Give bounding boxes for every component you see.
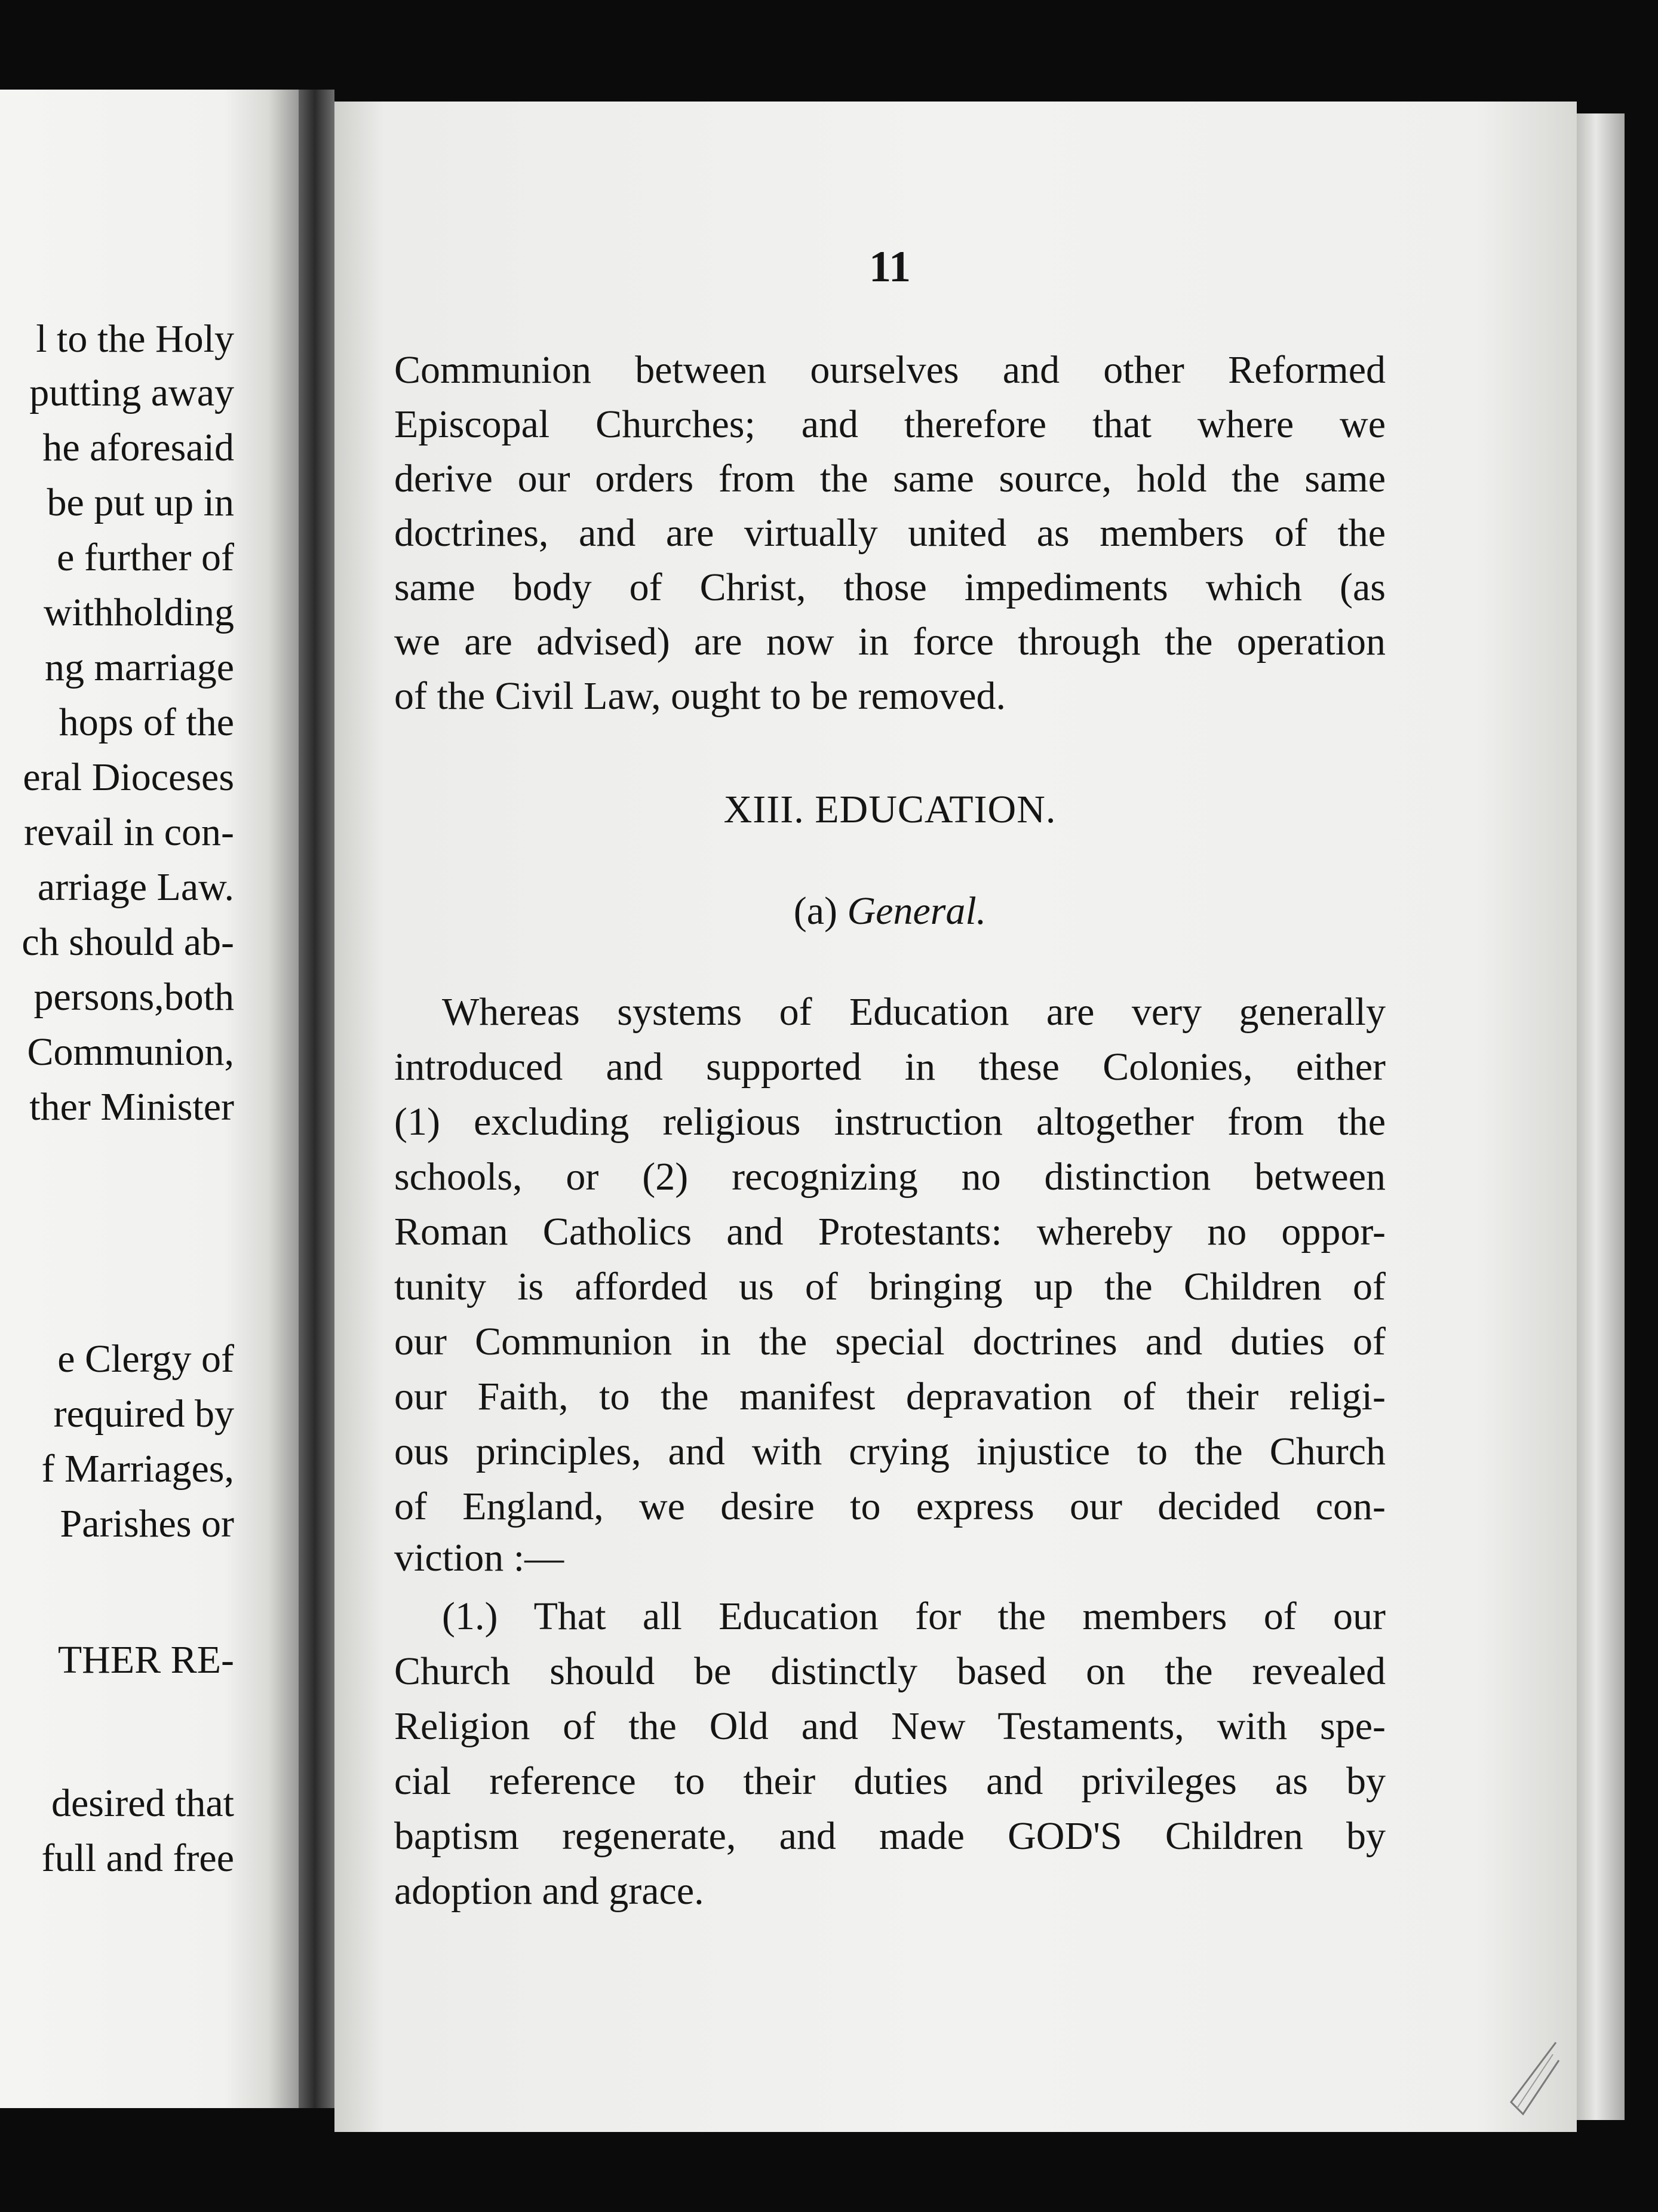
left-line: desired that bbox=[51, 1781, 234, 1825]
left-line: revail in con- bbox=[24, 810, 234, 854]
left-line: arriage Law. bbox=[37, 865, 234, 909]
text-line: we are advised) are now in force through the operation bbox=[394, 620, 1386, 663]
left-line: ther Minister bbox=[29, 1085, 234, 1129]
page-edge bbox=[1577, 113, 1625, 2120]
left-line: l to the Holy bbox=[36, 317, 234, 361]
left-line: putting away bbox=[29, 371, 234, 414]
left-line: he aforesaid bbox=[42, 426, 234, 469]
left-line: full and free bbox=[41, 1836, 234, 1880]
section-heading: XIII. EDUCATION. bbox=[723, 788, 1057, 831]
text-line: Communion between ourselves and other Reformed bbox=[394, 348, 1386, 392]
text-line: of the Civil Law, ought to be removed. bbox=[394, 674, 1006, 718]
text-line: Episcopal Churches; and therefore that where we bbox=[394, 403, 1386, 446]
text-line: Roman Catholics and Protestants: whereby no oppor- bbox=[394, 1210, 1386, 1254]
text-line: schools, or (2) recognizing no distinction between bbox=[394, 1155, 1386, 1199]
subsection-label: (a) bbox=[793, 889, 837, 933]
text-line: Church should be distinctly based on the revealed bbox=[394, 1649, 1386, 1693]
text-line: cial reference to their duties and privileges as by bbox=[394, 1759, 1386, 1803]
book-gutter bbox=[299, 90, 334, 2108]
text-line: adoption and grace. bbox=[394, 1869, 704, 1913]
text-line: (1) excluding religious instruction altogether from the bbox=[394, 1100, 1386, 1144]
left-line: persons,both bbox=[33, 975, 234, 1019]
left-line: e Clergy of bbox=[57, 1337, 234, 1381]
left-line: Communion, bbox=[27, 1030, 234, 1074]
left-line: hops of the bbox=[59, 701, 234, 744]
page-number: 11 bbox=[869, 242, 911, 291]
left-line: required by bbox=[53, 1392, 234, 1436]
text-line: viction :— bbox=[394, 1536, 564, 1580]
left-line: Parishes or bbox=[60, 1502, 234, 1546]
subsection-heading bbox=[394, 889, 1386, 934]
text-line: Whereas systems of Education are very generally bbox=[442, 990, 1386, 1034]
left-line: eral Dioceses bbox=[23, 755, 234, 799]
left-line: ch should ab- bbox=[22, 920, 234, 964]
left-page bbox=[0, 90, 299, 2108]
page-corner-mark bbox=[1499, 2036, 1565, 2120]
text-line: introduced and supported in these Colonies, either bbox=[394, 1045, 1386, 1089]
text-line: tunity is afforded us of bringing up the Children of bbox=[394, 1265, 1386, 1308]
left-line: be put up in bbox=[47, 481, 234, 524]
text-line: Religion of the Old and New Testaments, with spe- bbox=[394, 1704, 1386, 1748]
text-line: derive our orders from the same source, hold the same bbox=[394, 457, 1386, 500]
text-line: (1.) That all Education for the members of our bbox=[442, 1595, 1386, 1638]
subsection-title: General. bbox=[847, 889, 987, 933]
left-line: f Marriages, bbox=[41, 1447, 234, 1491]
text-line: baptism regenerate, and made GOD'S Children by bbox=[394, 1814, 1386, 1858]
left-line: e further of bbox=[57, 536, 234, 579]
text-line: our Communion in the special doctrines and duties of bbox=[394, 1320, 1386, 1363]
text-line: doctrines, and are virtually united as members of the bbox=[394, 511, 1386, 555]
left-line: withholding bbox=[43, 591, 234, 634]
right-page bbox=[334, 102, 1577, 2132]
text-line: our Faith, to the manifest depravation of their religi- bbox=[394, 1375, 1386, 1418]
text-line: of England, we desire to express our decided con- bbox=[394, 1485, 1386, 1528]
text-line: ous principles, and with crying injustice to the Church bbox=[394, 1430, 1386, 1473]
text-line: same body of Christ, those impediments which (as bbox=[394, 566, 1386, 609]
left-line: ng marriage bbox=[44, 646, 234, 689]
left-line: THER RE- bbox=[57, 1638, 234, 1682]
